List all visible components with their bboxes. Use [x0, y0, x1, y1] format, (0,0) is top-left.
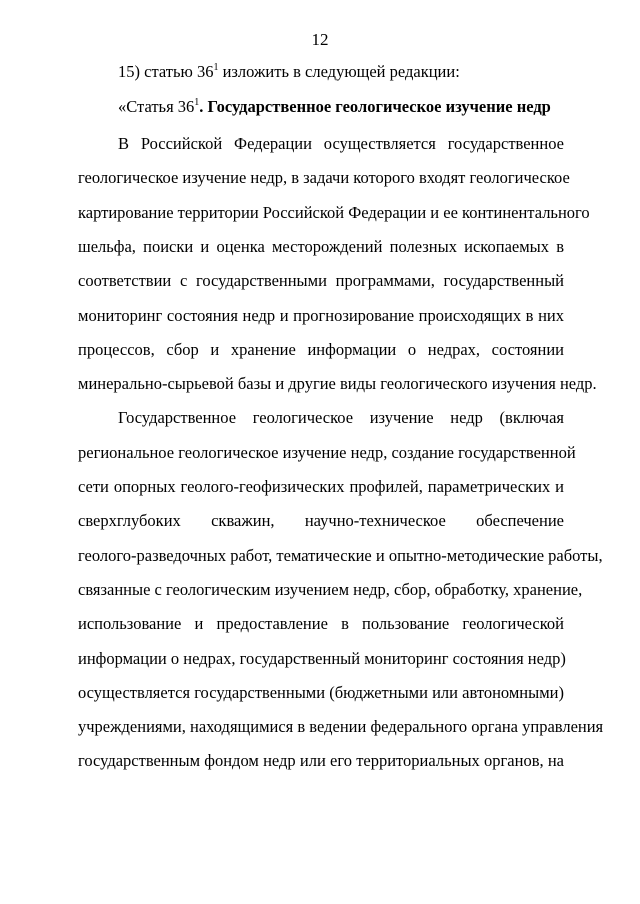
text-line: использование и предоставление в пользование геологической: [78, 614, 564, 634]
text-line: учреждениями, находящимися в ведении федерального органа управления: [78, 717, 604, 737]
text-line: сверхглубоких скважин, научно-техническое обеспечение: [78, 511, 564, 531]
text-line: геолого-разведочных работ, тематические и опытно-методические работы,: [78, 545, 603, 565]
item-text: изложить в следующей редакции:: [218, 62, 460, 81]
heading-dot: .: [199, 97, 208, 116]
amendment-item: [118, 62, 564, 82]
text-line: сети опорных геолого-геофизических профилей, параметрических и: [78, 477, 564, 496]
text-line: осуществляется государственными (бюджетными или автономными): [78, 682, 564, 702]
text-line: картирование территории Российской Федерации и ее континентального: [78, 202, 590, 222]
heading-title: Государственное геологическое изучение недр: [207, 97, 551, 116]
superscript: 1: [194, 97, 200, 108]
text-line: соответствии с государственными программами, государственный: [78, 271, 564, 291]
text-line: мониторинг состояния недр и прогнозирование происходящих в них: [78, 305, 564, 325]
text-line: связанные с геологическим изучением недр, сбор, обработку, хранение,: [78, 579, 583, 599]
item-text: 15) статью 36: [118, 62, 214, 81]
article-heading: [118, 97, 564, 117]
page-number: 12: [311, 30, 329, 49]
text-line: геологическое изучение недр, в задачи которого входят геологическое: [78, 168, 570, 188]
text-line: информации о недрах, государственный мониторинг состояния недр): [78, 648, 566, 668]
text-line: минерально-сырьевой базы и другие виды геологического изучения недр.: [78, 374, 597, 394]
text-line: государственным фондом недр или его территориальных органов, на: [78, 751, 564, 771]
heading-prefix: «Статья 36: [118, 97, 195, 116]
text-line: процессов, сбор и хранение информации о недрах, состоянии: [78, 339, 564, 359]
text-line: В Российской Федерации осуществляется государственное: [118, 134, 564, 153]
text-line: региональное геологическое изучение недр, создание государственной: [78, 442, 576, 462]
superscript: 1: [213, 62, 219, 73]
text-line: шельфа, поиски и оценка месторождений полезных ископаемых в: [78, 236, 564, 256]
text-line: Государственное геологическое изучение недр (включая: [118, 408, 564, 428]
